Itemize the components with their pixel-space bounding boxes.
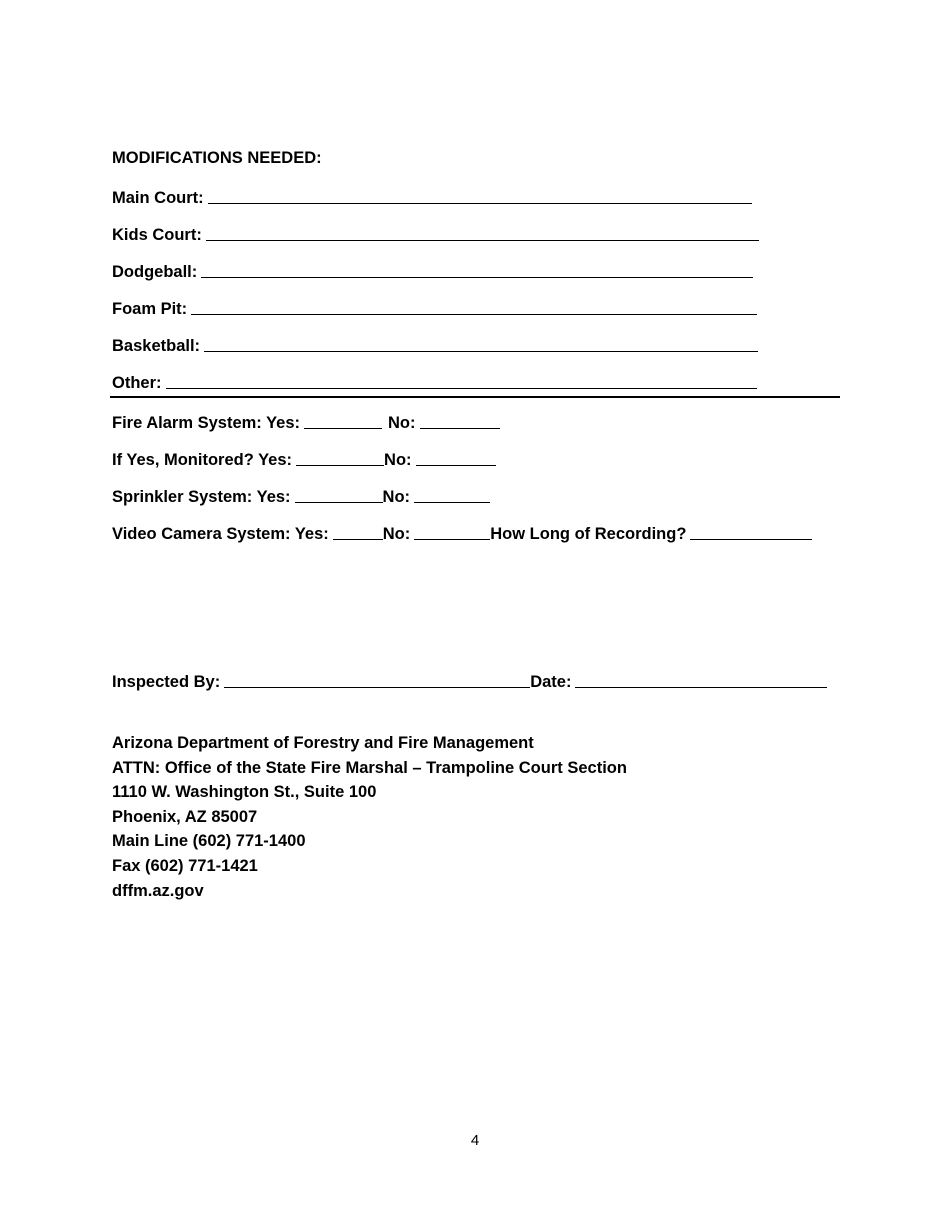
video-camera-yes-field[interactable] (333, 538, 383, 540)
kids-court-row (112, 223, 761, 245)
dodgeball-row (112, 260, 755, 282)
monitored-label: If Yes, Monitored? Yes: (112, 451, 293, 469)
sprinkler-no-label: No: (382, 488, 411, 506)
address-fax: Fax (602) 771-1421 (112, 856, 258, 875)
address-website: dffm.az.gov (112, 881, 204, 900)
recording-length-label: How Long of Recording? (490, 525, 687, 543)
other-field[interactable] (166, 387, 757, 389)
address-agency: Arizona Department of Forestry and Fire Management (112, 734, 534, 752)
video-camera-label: Video Camera System: Yes: (112, 525, 329, 543)
inspection-row (112, 670, 829, 692)
sprinkler-label: Sprinkler System: Yes: (112, 488, 291, 506)
video-camera-no-label: No: (382, 525, 411, 543)
inspected-by-field[interactable] (224, 686, 530, 688)
recording-length-field[interactable] (690, 538, 812, 540)
fire-alarm-no-field[interactable] (420, 427, 500, 429)
video-camera-no-field[interactable] (414, 538, 490, 540)
main-court-row (112, 186, 754, 208)
modifications-heading: MODIFICATIONS NEEDED: (112, 149, 322, 167)
page-number: 4 (470, 1132, 480, 1149)
sprinkler-yes-field[interactable] (295, 501, 383, 503)
dodgeball-label: Dodgeball: (112, 263, 198, 281)
other-label: Other: (112, 374, 162, 392)
date-field[interactable] (575, 686, 827, 688)
address-main-line: Main Line (602) 771-1400 (112, 832, 306, 851)
address-attention: ATTN: Office of the State Fire Marshal – Trampoline Court Section (112, 758, 627, 777)
dodgeball-field[interactable] (201, 276, 753, 278)
sprinkler-row (112, 485, 492, 507)
other-row (112, 371, 759, 393)
sprinkler-no-field[interactable] (414, 501, 490, 503)
mailing-address (112, 731, 627, 903)
monitored-no-label: No: (384, 451, 412, 469)
fire-alarm-row (112, 411, 502, 433)
monitored-row (112, 448, 498, 470)
section-divider (110, 396, 840, 398)
foam-pit-label: Foam Pit: (112, 300, 188, 318)
basketball-label: Basketball: (112, 337, 201, 355)
fire-alarm-no-label: No: (388, 414, 416, 432)
date-label: Date: (530, 673, 572, 691)
basketball-field[interactable] (204, 350, 758, 352)
monitored-yes-field[interactable] (296, 464, 384, 466)
video-camera-row (112, 522, 814, 544)
monitored-no-field[interactable] (416, 464, 496, 466)
main-court-label: Main Court: (112, 189, 204, 207)
kids-court-label: Kids Court: (112, 226, 202, 244)
foam-pit-row (112, 297, 759, 319)
inspected-by-label: Inspected By: (112, 673, 221, 691)
address-street: 1110 W. Washington St., Suite 100 (112, 783, 377, 802)
address-city: Phoenix, AZ 85007 (112, 807, 258, 826)
fire-alarm-yes-field[interactable] (304, 427, 382, 429)
fire-alarm-label: Fire Alarm System: Yes: (112, 414, 301, 432)
basketball-row (112, 334, 760, 356)
kids-court-field[interactable] (206, 239, 759, 241)
foam-pit-field[interactable] (191, 313, 757, 315)
main-court-field[interactable] (208, 202, 752, 204)
